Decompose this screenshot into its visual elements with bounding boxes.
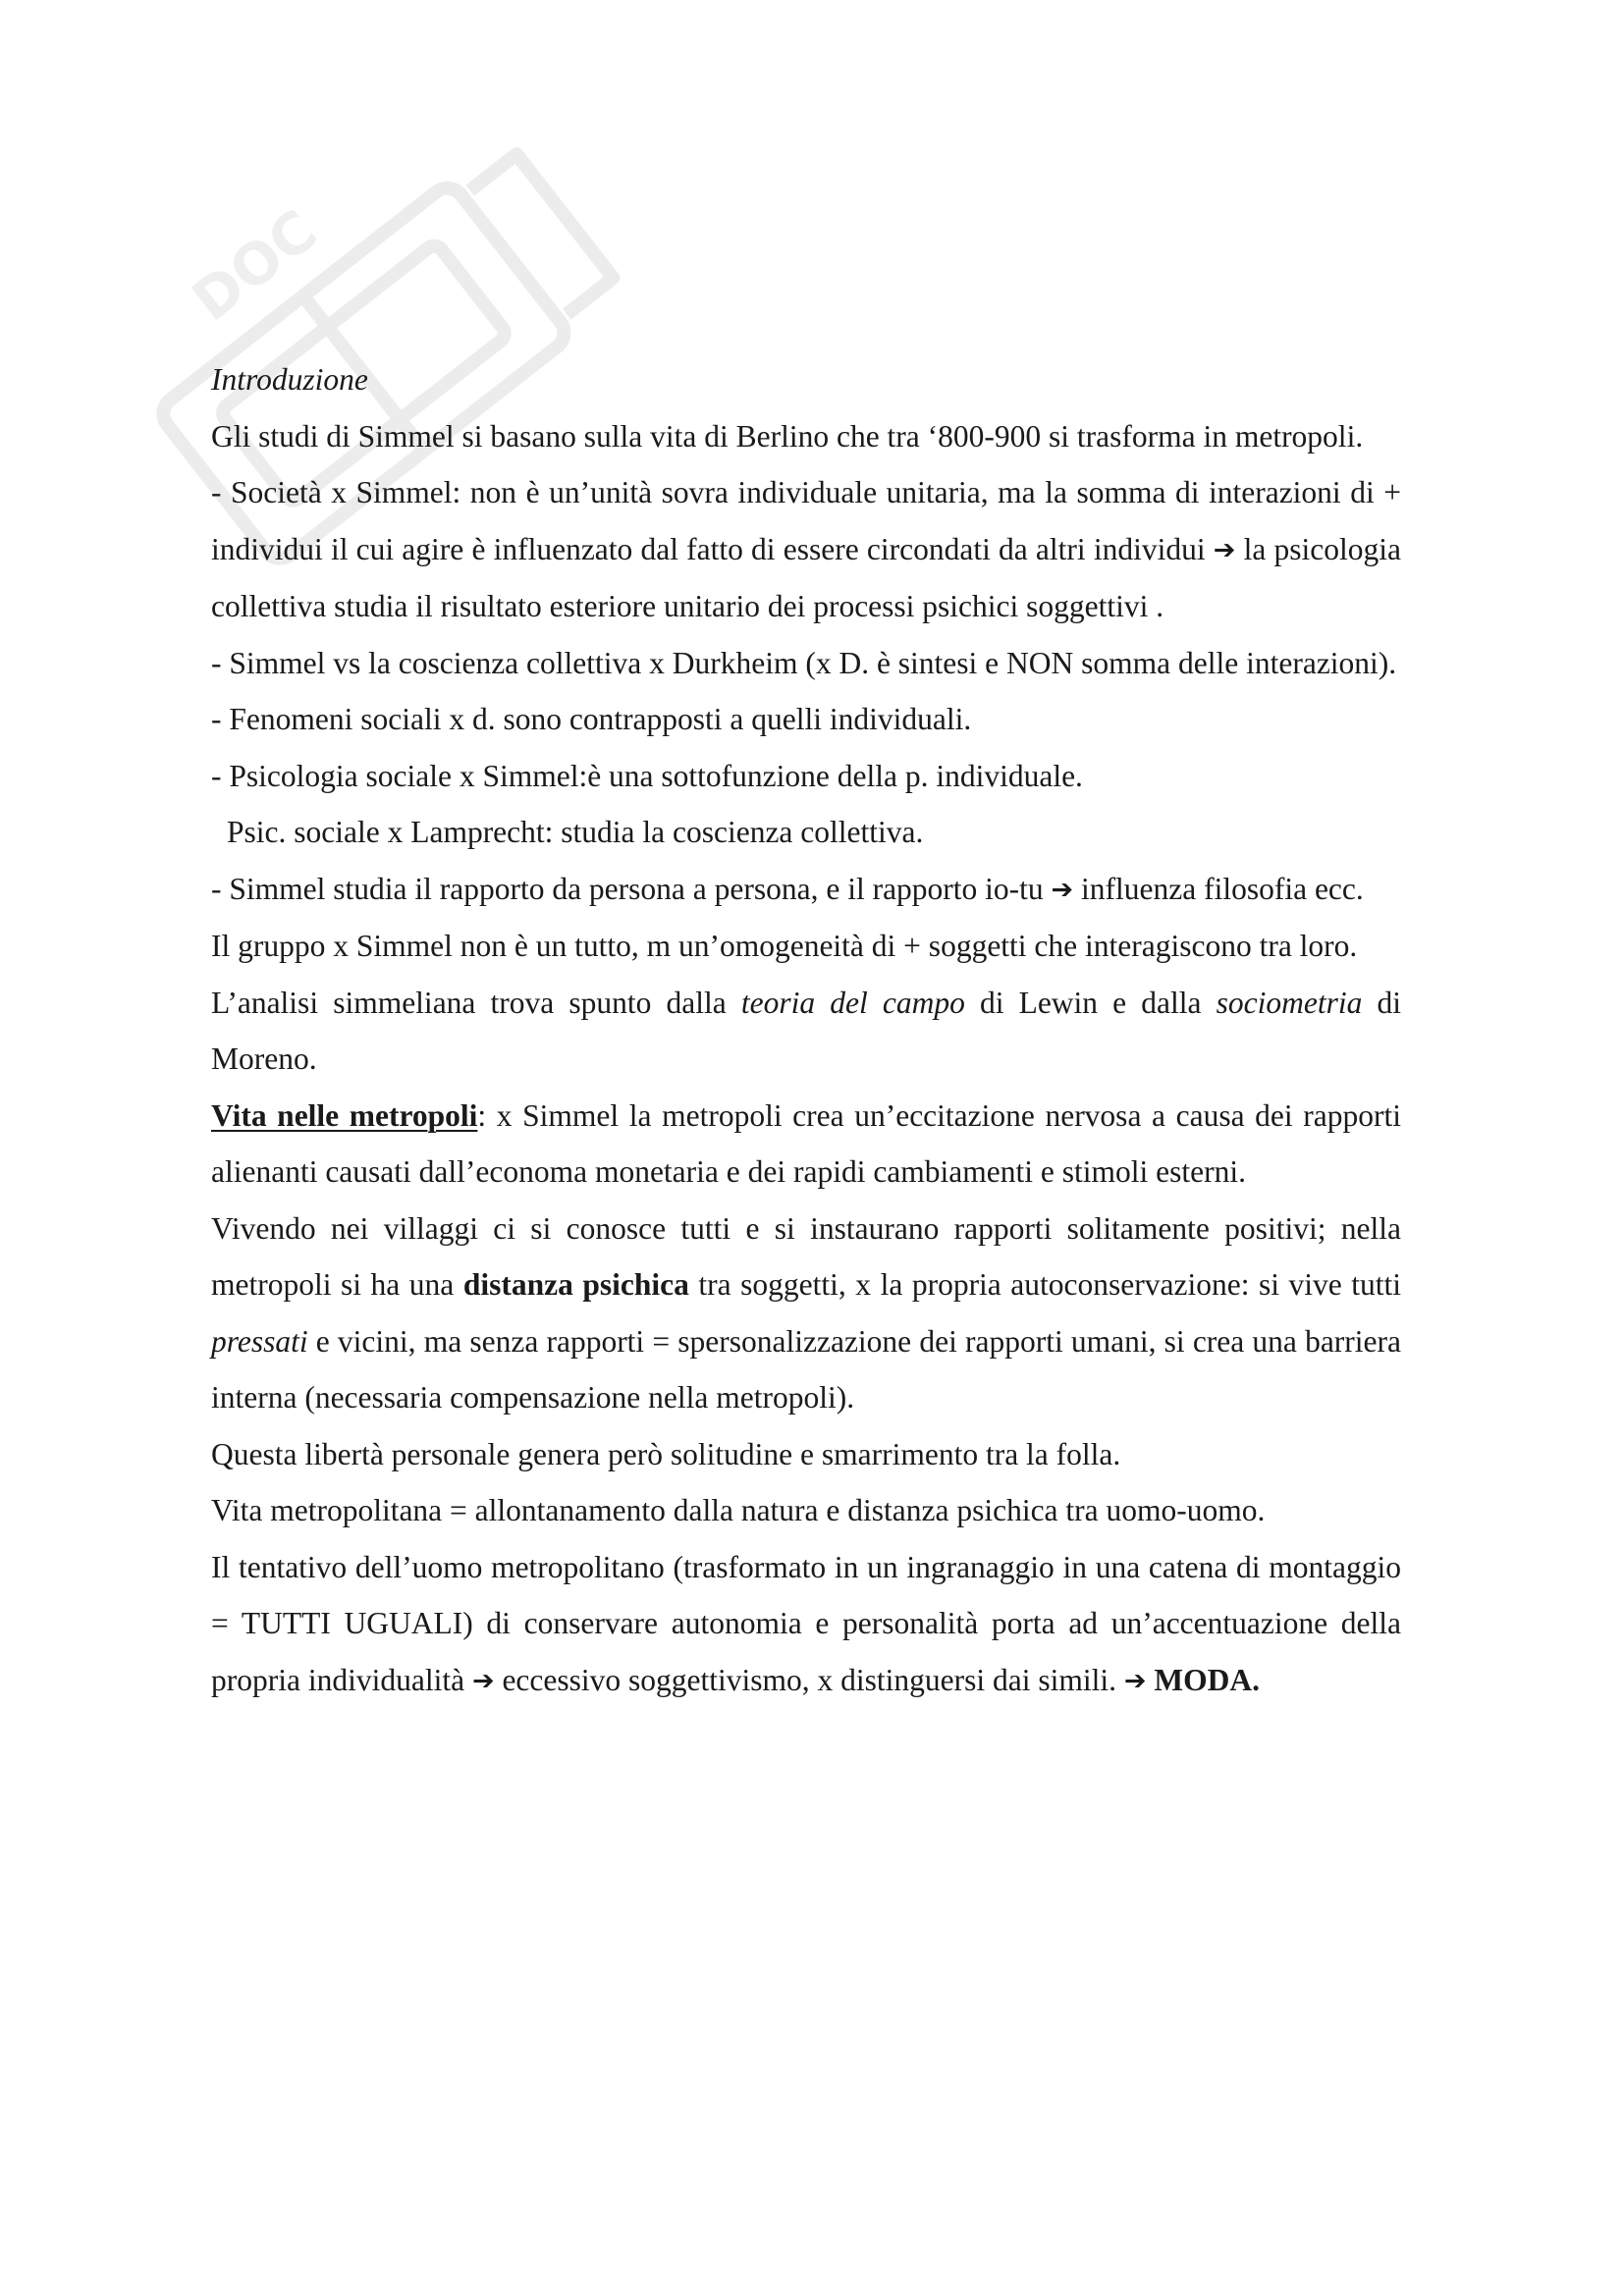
paragraph-group: Il gruppo x Simmel non è un tutto, m un’omogeneità di + soggetti che interagiscono tra loro. (211, 929, 1358, 963)
paragraph-social-phenomena: - Fenomeni sociali x d. sono contrapposti a quelli individuali. (211, 702, 972, 736)
subheading-vita-nelle-metropoli: Vita nelle metropoli (211, 1097, 478, 1133)
svg-text:DOC: DOC (180, 196, 330, 335)
arrow-icon: ➔ (1123, 1665, 1147, 1696)
paragraph-metropolis-life: Vita nelle metropoli: x Simmel la metropoli crea un’eccitazione nervosa a causa dei rapporti alienanti causati dall’economa monetaria e dei rapidi cambiamenti e stimoli esterni. (211, 1097, 1401, 1189)
paragraph-social-psychology: - Psicologia sociale x Simmel:è una sottofunzione della p. individuale. (211, 758, 1083, 793)
paragraph-io-tu: - Simmel studia il rapporto da persona a persona, e il rapporto io-tu ➔ influenza filosofia ecc. (211, 871, 1364, 906)
paragraph-society: - Società x Simmel: non è un’unità sovra individuale unitaria, ma la somma di interazioni di + individui il cui agire è influenzato dal fatto di essere circondati da altri individui ➔ la psicologia collettiva studia il risultato esteriore unitario dei processi psichici soggettivi . (211, 475, 1401, 623)
section-title: Introduzione (211, 362, 368, 397)
document-body (211, 351, 1401, 1709)
paragraph-intro: Gli studi di Simmel si basano sulla vita di Berlino che tra ‘800-900 si trasforma in metropoli. (211, 418, 1364, 454)
paragraph-attempt: Il tentativo dell’uomo metropolitano (trasformato in un ingranaggio in una catena di montaggio = TUTTI UGUALI) di conservare autonomia e personalità porta ad un’accentuazione della propria individualità ➔ eccessivo soggettivismo, x distinguersi dai simili. ➔ MODA. (211, 1549, 1401, 1697)
arrow-icon: ➔ (471, 1665, 495, 1696)
paragraph-freedom: Questa libertà personale genera però solitudine e smarrimento tra la folla. (211, 1436, 1121, 1471)
arrow-icon: ➔ (1213, 534, 1236, 565)
paragraph-durkheim: - Simmel vs la coscienza collettiva x Durkheim (x D. è sintesi e NON somma delle interazioni). (211, 645, 1397, 680)
paragraph-lamprecht: Psic. sociale x Lamprecht: studia la coscienza collettiva. (227, 815, 924, 849)
arrow-icon: ➔ (1051, 874, 1074, 905)
paragraph-analysis: L’analisi simmeliana trova spunto dalla teoria del campo di Lewin e dalla sociometria di Moreno. (211, 985, 1401, 1076)
paragraph-villages: Vivendo nei villaggi ci si conosce tutti e si instaurano rapporti solitamente positivi; nella metropoli si ha una distanza psichica tra soggetti, x la propria autoconservazione: si vive tutti pressati e vicini, ma senza rapporti = spersonalizzazione dei rapporti umani, si crea una barriera interna (necessaria compensazione nella metropoli). (211, 1210, 1402, 1415)
paragraph-metropolitan-life: Vita metropolitana = allontanamento dalla natura e distanza psichica tra uomo-uomo. (211, 1493, 1266, 1527)
